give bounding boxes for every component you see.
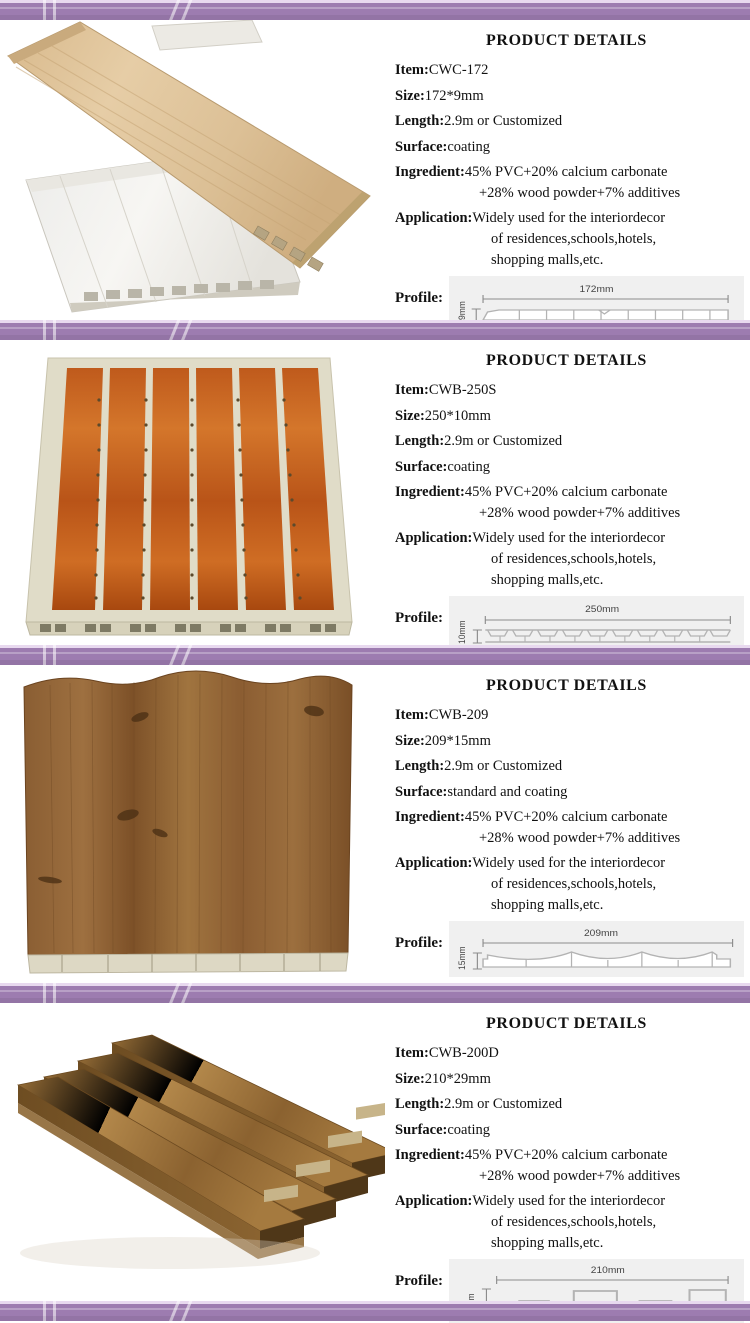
- spec-value-ingredient-line1: 45% PVC+20% calcium carbonate: [464, 809, 668, 826]
- bar-mid-line: [0, 990, 750, 992]
- spec-row-surface: [395, 1120, 744, 1141]
- product-info: [385, 340, 750, 645]
- spec-row-size: [395, 406, 744, 427]
- profile-height-label: 15mm: [456, 946, 468, 971]
- spec-row-item: [395, 380, 744, 401]
- spec-label-surface: Surface:: [395, 783, 448, 800]
- spec-value-application-line2: of residences,schools,hotels,: [491, 876, 657, 893]
- spec-value-item: CWC-172: [428, 62, 489, 78]
- spec-value-length: 2.9m or Customized: [444, 113, 563, 130]
- bar-top-highlight: [0, 320, 750, 323]
- section-title: PRODUCT DETAILS: [486, 32, 647, 49]
- profile-label: Profile:: [395, 610, 444, 627]
- spec-value-ingredient-line2: +28% wood powder+7% additives: [479, 504, 681, 521]
- spec-value-item: CWB-200D: [428, 1045, 499, 1061]
- spec-row-ingredient: [395, 1145, 744, 1186]
- spec-row-ingredient: [395, 162, 744, 203]
- bar-mid-line: [0, 327, 750, 329]
- spec-row-surface: [395, 457, 744, 478]
- spec-value-length: 2.9m or Customized: [444, 758, 563, 775]
- section-title: PRODUCT DETAILS: [486, 677, 647, 694]
- spec-label-application: Application:: [395, 210, 473, 227]
- spec-value-size: 172*9mm: [424, 87, 484, 104]
- spec-value-application-line3: shopping malls,etc.: [491, 1234, 604, 1251]
- product-photo-cwb-209: [0, 665, 385, 983]
- spec-value-size: 250*10mm: [424, 407, 491, 424]
- profile-diagram-cwb-250s: [449, 596, 744, 652]
- spec-value-surface: coating: [447, 138, 491, 155]
- spec-row-ingredient: [395, 807, 744, 848]
- bar-top-highlight: [0, 645, 750, 648]
- spec-row-ingredient: [395, 482, 744, 523]
- spec-list: [389, 1043, 744, 1253]
- spec-value-ingredient-line1: 45% PVC+20% calcium carbonate: [464, 484, 668, 501]
- spec-row-length: [395, 756, 744, 777]
- spec-list: [389, 60, 744, 270]
- spec-value-application-line3: shopping malls,etc.: [491, 251, 604, 268]
- profile-width-label: 210mm: [590, 1265, 625, 1277]
- profile-height-label: 9mm: [456, 301, 468, 321]
- spec-value-size: 210*29mm: [424, 1070, 491, 1087]
- spec-list: [389, 705, 744, 915]
- spec-value-application-line2: of residences,schools,hotels,: [491, 1214, 657, 1231]
- spec-list: [389, 380, 744, 590]
- product-section: [0, 340, 750, 645]
- bar-bottom-shade: [0, 1316, 750, 1321]
- spec-row-application: [395, 528, 744, 590]
- product-info: [385, 20, 750, 320]
- spec-value-ingredient-line2: +28% wood powder+7% additives: [479, 829, 681, 846]
- spec-row-length: [395, 431, 744, 452]
- product-section: [0, 665, 750, 983]
- spec-label-application: Application:: [395, 855, 473, 872]
- spec-label-size: Size:: [395, 732, 425, 749]
- profile-artwork: [449, 596, 744, 652]
- spec-label-item: Item:: [395, 707, 429, 723]
- decor-bar-top: [0, 0, 750, 20]
- profile-label: Profile:: [395, 1273, 444, 1290]
- product-photo-cwb-200d: [0, 1003, 385, 1301]
- spec-label-size: Size:: [395, 87, 425, 104]
- photo-artwork: [0, 1003, 385, 1301]
- spec-value-ingredient-line1: 45% PVC+20% calcium carbonate: [464, 164, 668, 181]
- spec-row-surface: [395, 782, 744, 803]
- photo-artwork: [0, 665, 385, 983]
- product-section: [0, 20, 750, 320]
- product-info: [385, 1003, 750, 1301]
- photo-artwork: [0, 20, 385, 320]
- spec-row-size: [395, 86, 744, 107]
- profile-label: Profile:: [395, 935, 444, 952]
- spec-label-ingredient: Ingredient:: [395, 809, 465, 826]
- spec-label-application: Application:: [395, 530, 473, 547]
- profile-label: Profile:: [395, 290, 444, 307]
- spec-row-item: [395, 60, 744, 81]
- spec-value-application-line1: Widely used for the interiordecor: [472, 210, 666, 227]
- profile-diagram-cwb-209: [449, 921, 744, 977]
- spec-label-size: Size:: [395, 407, 425, 424]
- product-photo-cwb-250s: [0, 340, 385, 645]
- spec-label-item: Item:: [395, 62, 429, 78]
- spec-label-item: Item:: [395, 1045, 429, 1061]
- section-title: PRODUCT DETAILS: [486, 1015, 647, 1032]
- spec-value-ingredient-line1: 45% PVC+20% calcium carbonate: [464, 1147, 668, 1164]
- profile-row: [389, 596, 744, 652]
- decor-bar-3: [0, 983, 750, 1003]
- photo-artwork: [0, 340, 385, 645]
- spec-value-ingredient-line2: +28% wood powder+7% additives: [479, 184, 681, 201]
- profile-width-label: 209mm: [584, 928, 619, 940]
- product-photo-cwc-172: [0, 20, 385, 320]
- spec-value-application-line1: Widely used for the interiordecor: [472, 1193, 666, 1210]
- spec-row-application: [395, 853, 744, 915]
- profile-width-label: 250mm: [585, 604, 620, 616]
- spec-value-application-line1: Widely used for the interiordecor: [472, 855, 666, 872]
- profile-row: [389, 921, 744, 977]
- bar-mid-line: [0, 652, 750, 654]
- spec-label-surface: Surface:: [395, 458, 448, 475]
- spec-value-application-line1: Widely used for the interiordecor: [472, 530, 666, 547]
- spec-label-length: Length:: [395, 758, 445, 775]
- profile-artwork: [449, 921, 744, 977]
- spec-label-ingredient: Ingredient:: [395, 484, 465, 501]
- spec-row-application: [395, 1191, 744, 1253]
- spec-label-surface: Surface:: [395, 138, 448, 155]
- profile-height-label: 10mm: [456, 620, 468, 645]
- spec-label-length: Length:: [395, 433, 445, 450]
- spec-row-length: [395, 1094, 744, 1115]
- spec-row-item: [395, 705, 744, 726]
- decor-bar-1: [0, 320, 750, 340]
- decor-bar-2: [0, 645, 750, 665]
- spec-label-ingredient: Ingredient:: [395, 164, 465, 181]
- profile-width-label: 172mm: [579, 284, 614, 296]
- section-title: PRODUCT DETAILS: [486, 352, 647, 369]
- bar-top-highlight: [0, 0, 750, 3]
- spec-value-application-line2: of residences,schools,hotels,: [491, 231, 657, 248]
- spec-row-surface: [395, 137, 744, 158]
- spec-value-application-line3: shopping malls,etc.: [491, 571, 604, 588]
- bar-mid-line: [0, 7, 750, 9]
- spec-row-size: [395, 731, 744, 752]
- spec-value-surface: coating: [447, 458, 491, 475]
- bar-top-highlight: [0, 983, 750, 986]
- bar-top-highlight: [0, 1301, 750, 1304]
- product-section: [0, 1003, 750, 1301]
- spec-value-application-line3: shopping malls,etc.: [491, 896, 604, 913]
- spec-row-length: [395, 111, 744, 132]
- spec-value-size: 209*15mm: [424, 732, 491, 749]
- product-info: [385, 665, 750, 983]
- spec-row-application: [395, 208, 744, 270]
- spec-label-size: Size:: [395, 1070, 425, 1087]
- spec-value-ingredient-line2: +28% wood powder+7% additives: [479, 1167, 681, 1184]
- spec-value-surface: coating: [447, 1121, 491, 1138]
- spec-value-surface: standard and coating: [447, 783, 568, 800]
- decor-bar-bottom: [0, 1301, 750, 1321]
- spec-value-length: 2.9m or Customized: [444, 433, 563, 450]
- spec-label-application: Application:: [395, 1193, 473, 1210]
- spec-row-size: [395, 1069, 744, 1090]
- bar-mid-line: [0, 1308, 750, 1310]
- spec-value-item: CWB-250S: [428, 382, 497, 398]
- spec-label-length: Length:: [395, 1096, 445, 1113]
- spec-value-application-line2: of residences,schools,hotels,: [491, 551, 657, 568]
- spec-label-surface: Surface:: [395, 1121, 448, 1138]
- spec-row-item: [395, 1043, 744, 1064]
- spec-label-length: Length:: [395, 113, 445, 130]
- spec-value-item: CWB-209: [428, 707, 489, 723]
- spec-value-length: 2.9m or Customized: [444, 1096, 563, 1113]
- spec-label-ingredient: Ingredient:: [395, 1147, 465, 1164]
- spec-label-item: Item:: [395, 382, 429, 398]
